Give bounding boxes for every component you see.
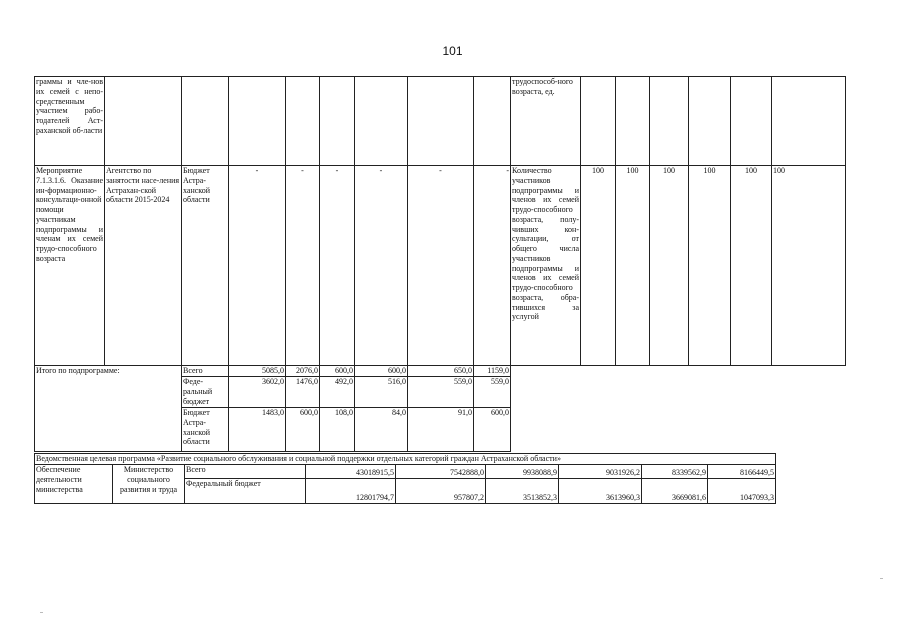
program-source: Всего xyxy=(185,465,306,479)
subtotal-source: Всего xyxy=(182,366,229,377)
program-table xyxy=(34,453,776,504)
event-dash: - xyxy=(474,166,511,366)
table-row xyxy=(35,454,776,465)
event-dash: - xyxy=(286,166,320,366)
program-executor: Министерство социального развития и труда xyxy=(113,465,185,504)
page-number: 101 xyxy=(442,44,463,58)
subtotal-value: 84,0 xyxy=(355,408,408,452)
program-value: 3513852,3 xyxy=(486,479,559,504)
program-value: 9938088,9 xyxy=(486,465,559,479)
event-indicator: Количество участников подпрограммы и членов их семей трудо-способного возраста, полу-чивших кон-сультации, от общего числа участников подпрограммы и членов их семей трудо-способного возраста, обра-тившихся за услугой xyxy=(511,166,581,366)
program-value: 957807,2 xyxy=(396,479,486,504)
table-row xyxy=(35,77,846,166)
subtotal-value: 1476,0 xyxy=(286,377,320,408)
subtotal-value: 108,0 xyxy=(320,408,355,452)
subtotal-value: 600,0 xyxy=(286,408,320,452)
subtotal-value: 1483,0 xyxy=(229,408,286,452)
program-name: Обеспечение деятельности министерства xyxy=(35,465,113,504)
subtotal-value: 559,0 xyxy=(474,377,511,408)
program-value: 8339562,9 xyxy=(642,465,708,479)
table-row xyxy=(35,366,846,377)
event-dash: - xyxy=(408,166,474,366)
program-value: 43018915,5 xyxy=(306,465,396,479)
subtotal-value: 3602,0 xyxy=(229,377,286,408)
program-value: 3613960,3 xyxy=(559,479,642,504)
scan-speck xyxy=(880,578,883,579)
table-row xyxy=(35,465,776,479)
subtotal-value: 600,0 xyxy=(355,366,408,377)
indicator-value: 100 xyxy=(616,166,650,366)
program-value: 7542888,0 xyxy=(396,465,486,479)
subtotal-value: 5085,0 xyxy=(229,366,286,377)
program-source: Федеральный бюджет xyxy=(185,479,306,504)
event-dash: - xyxy=(229,166,286,366)
subtotal-value: 1159,0 xyxy=(474,366,511,377)
event-dash: - xyxy=(320,166,355,366)
program-value: 3669081,6 xyxy=(642,479,708,504)
main-table xyxy=(34,76,846,452)
program-value: 12801794,7 xyxy=(306,479,396,504)
scan-speck xyxy=(40,612,43,613)
indicator-value: 100 xyxy=(650,166,689,366)
event-dash: - xyxy=(355,166,408,366)
subtotal-value: 650,0 xyxy=(408,366,474,377)
event-name: Мероприятие 7.1.3.1.6. Оказание ин-формационно-консультаци-онной помощи участникам подпрограммы и членам их семей трудо-способного возраста xyxy=(35,166,105,366)
subtotal-value: 492,0 xyxy=(320,377,355,408)
subtotal-source: Бюджет Астра-ханской области xyxy=(182,408,229,452)
subtotal-value: 2076,0 xyxy=(286,366,320,377)
subtotal-value: 516,0 xyxy=(355,377,408,408)
subtotal-label: Итого по подпрограмме: xyxy=(35,366,182,452)
program-value: 1047093,3 xyxy=(708,479,776,504)
indicator-value: 100 xyxy=(772,166,846,366)
program-value: 9031926,2 xyxy=(559,465,642,479)
indicator-cont: трудоспособ-ного возраста, ед. xyxy=(511,77,581,166)
table-row xyxy=(35,166,846,366)
indicator-value: 100 xyxy=(689,166,731,366)
event-source: Бюджет Астра-ханской области xyxy=(182,166,229,366)
subtotal-source: Феде-ральный бюджет xyxy=(182,377,229,408)
program-header: Ведомственная целевая программа «Развитие социального обслуживания и социальной поддержки отдельных категорий граждан Астраханской области» xyxy=(35,454,776,465)
event-name-cont: граммы и чле-нов их семей с непо-средственным участием рабо-тодателей Аст-раханской об-ласти xyxy=(35,77,105,166)
subtotal-value: 600,0 xyxy=(320,366,355,377)
event-executor: Агентство по занятости насе-ления Астрахан-ской области 2015-2024 xyxy=(105,166,182,366)
program-value: 8166449,5 xyxy=(708,465,776,479)
subtotal-value: 91,0 xyxy=(408,408,474,452)
subtotal-value: 559,0 xyxy=(408,377,474,408)
indicator-value: 100 xyxy=(731,166,772,366)
indicator-value: 100 xyxy=(581,166,616,366)
subtotal-value: 600,0 xyxy=(474,408,511,452)
